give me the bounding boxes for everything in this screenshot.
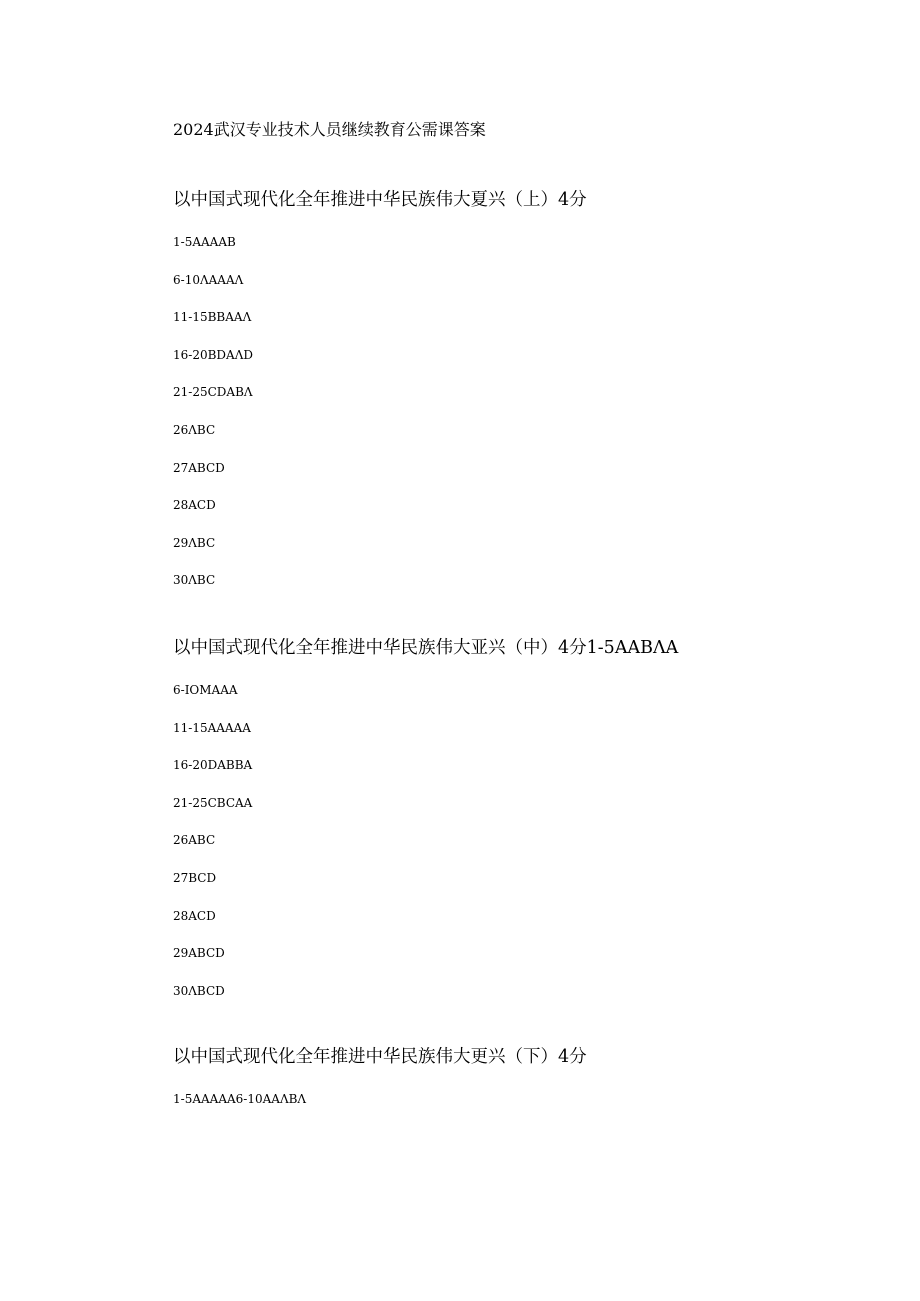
answer-line: 27BCD [173,870,217,885]
answer-line: 6-10ΛAAAΛ [173,272,244,287]
section-heading-part1: 以中国式现代化全年推进中华民族伟大夏兴（上）4分 [173,190,587,210]
answer-list-part3 [173,1091,306,1129]
answer-line: 1-5AAAAA6-10AAΛBΛ [173,1092,307,1106]
answer-line: 11-15BBAAΛ [173,310,252,325]
answer-line: 26ΛBC [173,422,216,437]
document-title: 2024武汉专业技术人员继续教育公需课答案 [173,120,486,139]
answer-line: 16-20BDAΛD [173,347,253,362]
answer-list-part1 [173,234,253,610]
answer-line: 26ABC [173,833,216,848]
section-heading-part3: 以中国式现代化全年推进中华民族伟大更兴（下）4分 [173,1047,587,1067]
answer-line: 11-15AAAAA [173,720,251,735]
answer-line: 6-IOMAAA [173,683,238,697]
answer-line: 1-5AAAAB [173,235,236,249]
answer-line: 29ΛBC [173,535,216,550]
answer-list-part2 [173,682,252,1020]
answer-line: 21-25CDABΛ [173,385,253,400]
answer-line: 21-25CBCAA [173,795,253,810]
answer-line: 27ABCD [173,460,225,475]
answer-line: 16-20DABBA [173,758,253,773]
answer-line: 29ABCD [173,946,225,961]
section-heading-part2: 以中国式现代化全年推进中华民族伟大亚兴（中）4分1-5AABΛA [173,638,679,658]
answer-line: 28ACD [173,908,216,923]
answer-line: 30ΛBCD [173,983,225,998]
answer-line: 30ΛBC [173,573,216,588]
answer-line: 28ACD [173,498,216,513]
